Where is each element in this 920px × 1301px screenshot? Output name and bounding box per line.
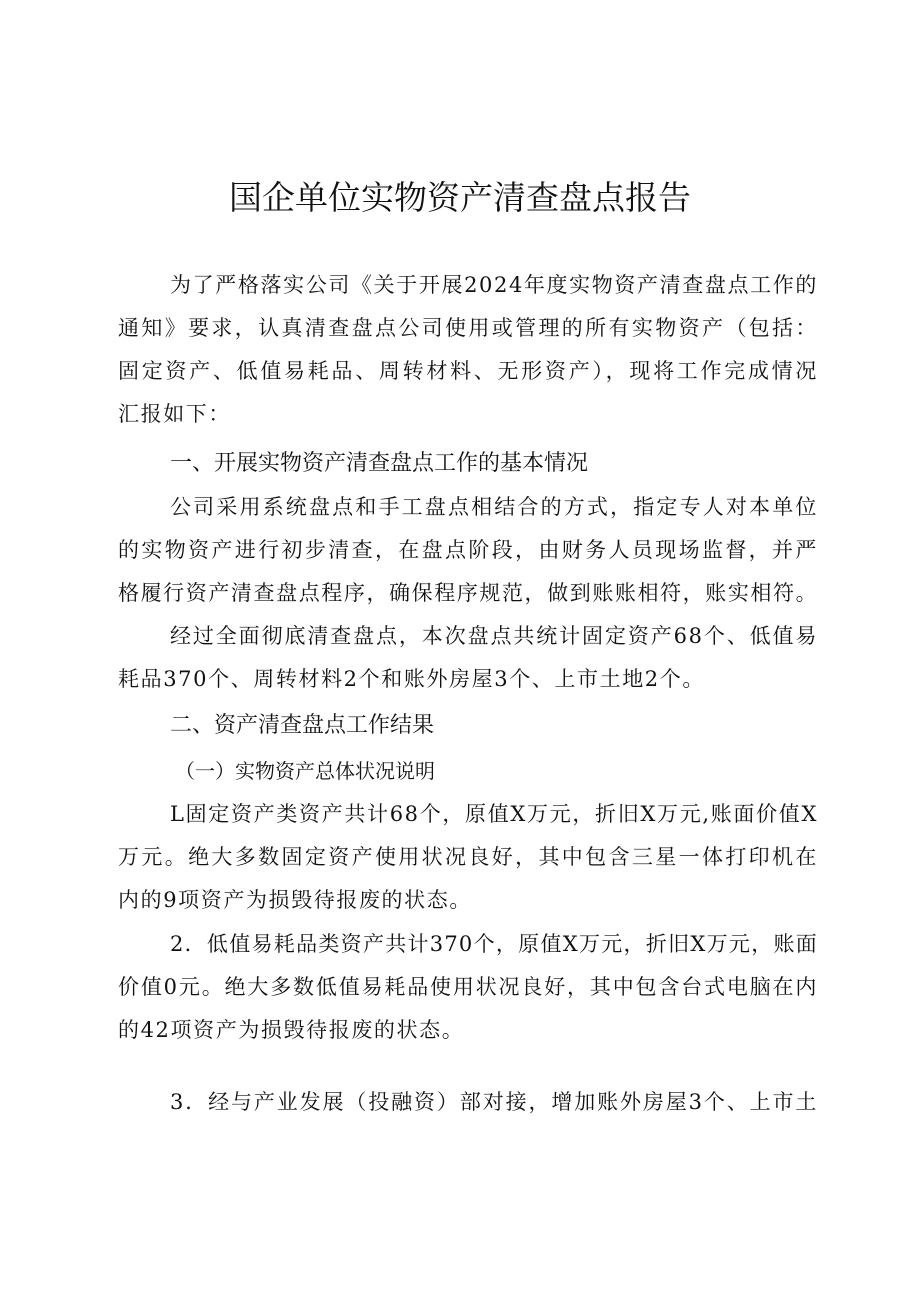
section2-heading: 二、资产清查盘点工作结果 bbox=[170, 713, 435, 738]
section1-para1-line-3: 格履行资产清查盘点程序，确保程序规范，做到账账相符，账实相符。 bbox=[118, 581, 818, 605]
section1-para1-line-2: 的实物资产进行初步清查，在盘点阶段，由财务人员现场监督，并严 bbox=[118, 538, 818, 562]
section1-para2-line-2: 耗品370个、周转材料2个和账外房屋3个、上市土地2个。 bbox=[118, 667, 705, 691]
intro-line-3: 固定资产、低值易耗品、周转材料、无形资产），现将工作完成情况 bbox=[118, 359, 818, 383]
item2-line-2: 价值0元。绝大多数低值易耗品使用状况良好，其中包含台式电脑在内 bbox=[118, 975, 818, 999]
section1-para1-line-1: 公司采用系统盘点和手工盘点相结合的方式，指定专人对本单位 bbox=[170, 495, 818, 519]
item2-line-3: 的42项资产为损毁待报废的状态。 bbox=[118, 1018, 465, 1042]
document-title: 国企单位实物资产清查盘点报告 bbox=[229, 178, 691, 217]
item1-line-2: 万元。绝大多数固定资产使用状况良好，其中包含三星一体打印机在 bbox=[118, 845, 818, 869]
intro-line-4: 汇报如下： bbox=[118, 402, 231, 426]
section2-subheading: （一）实物资产总体状况说明 bbox=[175, 759, 435, 783]
item3-line-1: 3．经与产业发展（投融资）部对接，增加账外房屋3个、上市土 bbox=[170, 1090, 818, 1114]
section1-heading: 一、开展实物资产清查盘点工作的基本情况 bbox=[170, 451, 589, 476]
item1-line-3: 内的9项资产为损毁待报废的状态。 bbox=[118, 888, 472, 912]
section1-para2-line-1: 经过全面彻底清查盘点，本次盘点共统计固定资产68个、低值易 bbox=[170, 624, 818, 648]
intro-line-2: 通知》要求，认真清查盘点公司使用或管理的所有实物资产（包括： bbox=[118, 316, 818, 340]
intro-line-1: 为了严格落实公司《关于开展2024年度实物资产清查盘点工作的 bbox=[170, 273, 818, 297]
item1-line-1: L固定资产类资产共计68个，原值X万元，折旧X万元,账面价值X bbox=[170, 802, 818, 826]
item2-line-1: 2．低值易耗品类资产共计370个，原值X万元，折旧X万元，账面 bbox=[170, 932, 818, 956]
